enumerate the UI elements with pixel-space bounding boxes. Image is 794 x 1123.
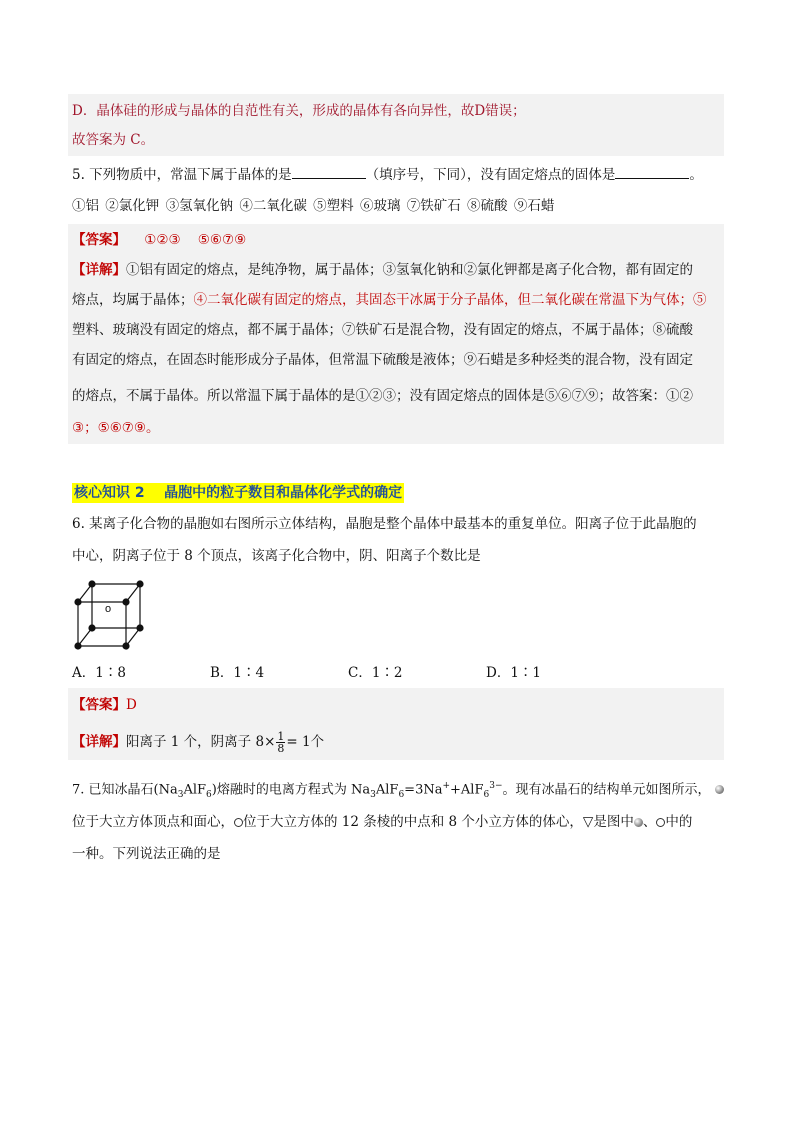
q7-subscript: 6	[398, 789, 405, 800]
q5-blank-2	[615, 164, 689, 179]
hollow-ring-icon	[656, 818, 665, 827]
q7-text: 位于大立方体顶点和面心，	[72, 814, 234, 830]
q5-detail-line-5: 的熔点，不属于晶体。所以常温下属于晶体的是①②③；没有固定熔点的固体是⑤⑥⑦⑨；故答案：①②	[72, 388, 693, 404]
q7-subscript: 3	[370, 789, 376, 800]
corner-anion	[122, 598, 129, 605]
q5-blank-1	[292, 164, 366, 179]
q5-answer-label: 【答案】	[72, 232, 126, 248]
q6-detail-text-a: 阳离子 1 个，阴离子 8	[126, 734, 265, 750]
q7-subscript: 6	[206, 789, 212, 800]
hollow-ring-icon	[234, 818, 243, 827]
q5-options: ①铝 ②氯化钾 ③氢氧化钠 ④二氧化碳 ⑤塑料 ⑥玻璃 ⑦铁矿石 ⑧硫酸 ⑨石蜡	[72, 198, 555, 214]
q6-option-a: A．1∶8	[72, 665, 126, 681]
corner-anion	[88, 580, 95, 587]
q6-detail	[72, 729, 324, 755]
q6-answer	[72, 695, 137, 715]
q6-fraction	[276, 731, 285, 754]
q5-answer-value: ①②③ ⑤⑥⑦⑨	[144, 232, 247, 248]
corner-anion	[136, 624, 143, 631]
q6-stem-line-1: 6. 某离子化合物的晶胞如右图所示立体结构，晶胞是整个晶体中最基本的重复单位。阳离子位于此晶胞的	[72, 516, 697, 532]
q6-option-b: B．1∶4	[210, 665, 265, 681]
q6-option-c: C．1∶2	[348, 665, 403, 681]
q6-stem-line-2: 中心，阴离子位于 8 个顶点，该离子化合物中，阴、阳离子个数比是	[72, 548, 481, 564]
corner-anion	[136, 580, 143, 587]
corner-anion	[74, 642, 81, 649]
q6-answer-value: D	[126, 697, 137, 713]
q5-detail-line-3: 塑料、玻璃没有固定的熔点，都不属于晶体；⑦铁矿石是混合物，没有固定的熔点，不属于晶体；⑧硫酸	[72, 322, 693, 338]
q5-stem-part3: 。	[689, 167, 703, 183]
corner-anion	[122, 642, 129, 649]
center-cation-mark: o	[105, 603, 112, 615]
gray-ball-icon	[634, 818, 643, 827]
gray-ball-icon	[715, 785, 724, 794]
q7-stem-line-2	[72, 812, 692, 832]
q5-detail-line-6: ③；⑤⑥⑦⑨。	[72, 420, 160, 436]
crystal-cell-diagram	[70, 576, 160, 652]
q7-text: =3Na	[404, 782, 443, 798]
q7-text: AlF	[375, 782, 399, 798]
fraction-denominator: 8	[277, 742, 285, 755]
q5-detail-text-2a: 熔点，均属于晶体；	[72, 292, 194, 308]
q5-detail-text-2b: ④二氧化碳有固定的熔点，其固态干冰属于分子晶体，但二氧化碳在常温下为气体；⑤	[193, 292, 707, 308]
q7-text: 位于大立方体的 12 条棱的中点和 8 个小立方体的体心，▽是图中	[243, 814, 634, 830]
q5-detail-line-1	[72, 260, 693, 280]
q7-text: 、	[642, 814, 657, 830]
q5-stem	[72, 164, 703, 185]
q5-detail-line-2	[72, 290, 707, 310]
fraction-numerator: 1	[277, 730, 285, 743]
q5-detail-line-4: 有固定的熔点，在固态时能形成分子晶体，但常温下硫酸是液体；⑨石蜡是多种烃类的混合物，没有固定	[72, 352, 693, 368]
q6-answer-label: 【答案】	[72, 697, 126, 713]
q6-detail-text-b: = 1个	[286, 734, 325, 750]
corner-anion	[74, 598, 81, 605]
q5-stem-part1: 5. 下列物质中，常温下属于晶体的是	[72, 167, 292, 183]
q7-text: 。现有冰晶石的结构单元如图所示，	[502, 782, 711, 798]
q5-stem-part2: （填序号，下同），没有固定熔点的固体是	[365, 167, 616, 183]
q7-text: +AlF	[450, 782, 484, 798]
q7-text: AlF	[183, 782, 207, 798]
q6-detail-label: 【详解】	[72, 734, 126, 750]
q5-answer	[72, 230, 246, 250]
q7-text: 中的	[665, 814, 693, 830]
q5-detail-label: 【详解】	[72, 262, 126, 278]
q5-detail-text-1: ①铝有固定的熔点，是纯净物，属于晶体；③氢氧化钠和②氯化钾都是离子化合物，都有固定的	[126, 262, 693, 278]
q7-text: )熔融时的电离方程式为 Na	[211, 782, 371, 798]
q7-text: 7. 已知冰晶石(Na	[72, 782, 178, 798]
q7-stem-line-1	[72, 776, 724, 805]
q7-stem-line-3: 一种。下列说法正确的是	[72, 846, 221, 862]
section-heading: 核心知识 2 晶胞中的粒子数目和晶体化学式的确定	[74, 485, 403, 501]
q7-superscript: 3−	[489, 781, 503, 791]
q6-option-d: D．1∶1	[486, 665, 542, 681]
prev-option-d-explanation: D．晶体硅的形成与晶体的自范性有关，形成的晶体有各向异性，故D错误；	[72, 103, 526, 119]
prev-conclusion: 故答案为 C。	[72, 132, 155, 148]
q7-subscript: 6	[483, 789, 490, 800]
corner-anion	[88, 624, 95, 631]
q7-subscript: 3	[177, 789, 184, 800]
q6-times-sign: ×	[264, 734, 276, 750]
q7-superscript: +	[442, 781, 451, 791]
